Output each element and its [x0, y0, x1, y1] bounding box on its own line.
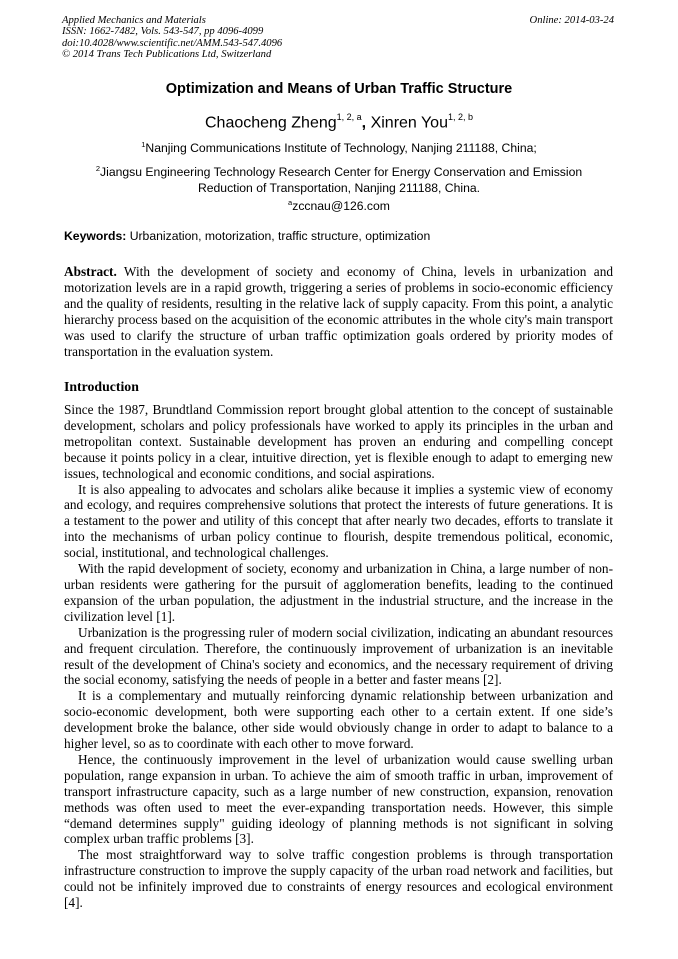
abstract-label: Abstract.: [64, 264, 117, 279]
author-name: Xinren You: [370, 114, 448, 132]
author-separator: ,: [361, 114, 371, 132]
paragraph: It is a complementary and mutually reinforcing dynamic relationship between urbanization and socio-economic development, both were supporting each other to a certain extent. If one side’s development broke the balance, other side would obviously change in order to adapt to balance to a higher level, so as to coordinate with each other to move forward.: [64, 688, 613, 752]
affiliation-mark: 1: [141, 140, 146, 149]
affiliation-text-continued: Reduction of Transportation, Nanjing 211188, China.: [197, 181, 481, 196]
doi-line: doi:10.4028/www.scientific.net/AMM.543-547.4096: [62, 37, 283, 49]
email-address: zccnau@126.com: [292, 199, 390, 214]
affiliation-mark: 2: [95, 164, 101, 173]
section-heading: Introduction: [64, 379, 139, 394]
affiliation-2: [0, 161, 678, 196]
abstract: [64, 264, 613, 359]
paragraph: It is also appealing to advocates and scholars alike because it implies a systemic view of economy and ecology, and requires comprehensive solutions that protect the interests of future generations. It is a testament to the power and utility of this concept that after nearly two decades, efforts to translate it into the mechanisms of urban policy continue to flourish, despite tremendous political, economic, social, institutional, and technological challenges.: [64, 481, 613, 561]
keywords-line: [64, 229, 616, 243]
author-affiliation-mark: 1, 2, b: [447, 112, 473, 122]
issn-line: ISSN: 1662-7482, Vols. 543-547, pp 4096-4099: [62, 26, 264, 38]
paragraph: The most straightforward way to solve traffic congestion problems is through transportation infrastructure construction to improve the supply capacity of the urban road network and facilities, but could not be infinitely improved due to constraints of energy resources and ecological environment [4].: [64, 847, 613, 911]
author-line: [0, 113, 678, 132]
email-mark: a: [288, 198, 293, 207]
online-date: Online: 2014-03-24: [529, 15, 614, 26]
paper-title: Optimization and Means of Urban Traffic Structure: [165, 81, 513, 97]
keywords-text: Urbanization, motorization, traffic structure, optimization: [126, 229, 431, 243]
copyright-line: © 2014 Trans Tech Publications Ltd, Switzerland: [62, 49, 272, 61]
paragraph: Hence, the continuously improvement in the level of urbanization would cause swelling urban population, range expansion in urban. To achieve the aim of smooth traffic in urban, improvement of transport infrastructure capacity, such as a large number of new construction, expansion, renovation methods was often used to meet the ever-expanding transportation needs. However, this simple “demand determines supply" guiding ideology of planning methods is not significant in solving complex urban traffic problems [3].: [64, 751, 613, 847]
journal-info: [62, 15, 282, 61]
author-name: Chaocheng Zheng: [204, 114, 337, 132]
paragraph: Since the 1987, Brundtland Commission report brought global attention to the concept of sustainable development, scholars and policy professionals have worked to apply its principles in the urban and metropolitan context. Sustainable development has proven an enduring and compelling concept because it points policy in a clear, intuitive direction, yet is flexible enough to adapt to emerging new issues, technological and economic conditions, and social aspirations.: [64, 402, 613, 481]
affiliation-text: Jiangsu Engineering Technology Research Center for Energy Conservation and Emission: [100, 165, 583, 180]
author-affiliation-mark: 1, 2, a: [336, 112, 362, 122]
email-line: [0, 195, 678, 214]
affiliation-text: Nanjing Communications Institute of Technology, Nanjing 211188, China;: [145, 141, 537, 156]
affiliation-1: [0, 137, 678, 156]
introduction-body: [64, 402, 613, 911]
journal-name: Applied Mechanics and Materials: [62, 15, 206, 26]
paragraph: With the rapid development of society, economy and urbanization in China, a large number of non-urban residents were gathering for the pursuit of agglomeration benefits, leading to the continued expansion of the urban population, the adjustment in the industrial structure, and the increase in the civilization level [1].: [64, 561, 613, 624]
paragraph: Urbanization is the progressing ruler of modern social civilization, indicating an abundant resources and frequent circulation. Therefore, the continuously improvement of urbanization is an inevitable result of the development of China's society and economics, and the necessary requirement of driving the social economy, satisfying the needs of people in a better and faster means [2].: [64, 624, 613, 688]
abstract-text: With the development of society and economy of China, levels in urbanization and motorization levels are in a rapid growth, triggering a series of problems in socio-economic efficiency and the quality of residents, resulting in the relative lack of supply capacity. From this point, a analytic hierarchy process based on the acquisition of the economic attributes in the whole city's main transport was used to clarify the structure of urban traffic optimization goals ordered by priority modes of transportation in the evaluation system.: [64, 264, 613, 359]
keywords-label: Keywords:: [64, 229, 127, 243]
